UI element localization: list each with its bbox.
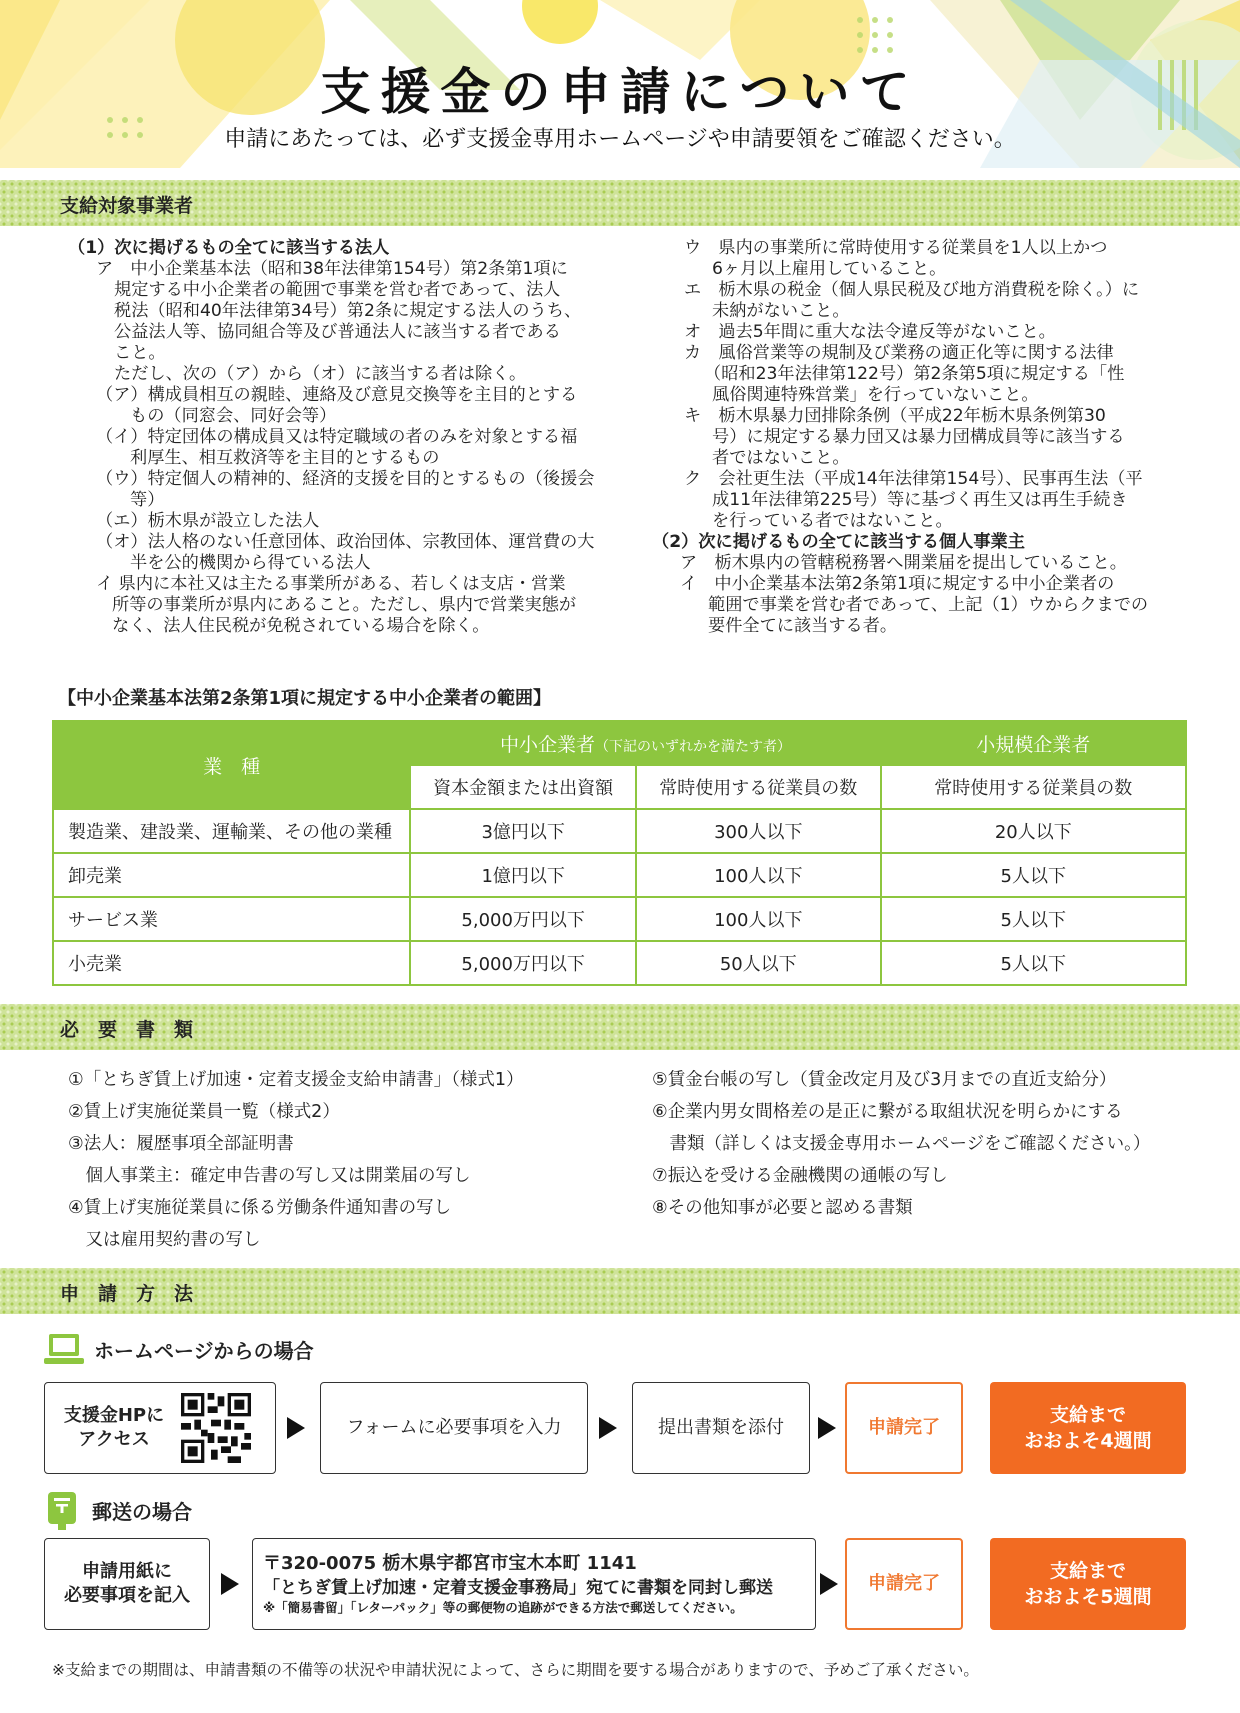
mail-heading-label: 郵送の場合 [92,1499,192,1524]
step-attach-docs: 提出書類を添付 [632,1382,810,1474]
list-item: （エ）栃木県が設立した法人 [96,511,320,531]
flow-arrow-icon [820,1573,838,1595]
sme-scale-table [52,720,1187,986]
list-item: ⑧その他知事が必要と認める書類 [652,1198,913,1218]
cell-capital: 1億円以下 [410,853,636,897]
list-item: ③法人：履歴事項全部証明書 [68,1134,294,1154]
header-banner [0,0,1240,168]
cell-capital: 5,000万円以下 [410,941,636,985]
table-title: 【中小企業基本法第2条第1項に規定する中小企業者の範囲】 [58,688,552,709]
header-small: 小規模企業者 [881,721,1186,765]
list-item: キ 栃木県暴力団排除条例（平成22年栃木県条例第30 [684,406,1106,426]
list-item: ⑦振込を受ける金融機関の通帳の写し [652,1166,948,1186]
header-sme-note: （下記のいずれかを満たす者） [594,738,791,755]
list-item: 半を公的機関から得ている法人 [130,553,371,573]
mail-send-note: ※「簡易書留」「レターパック」等の郵便物の追跡ができる方法で郵送してください。 [263,1600,743,1615]
list-item: 6ヶ月以上雇用していること。 [712,259,947,279]
section-title-documents: 必 要 書 類 [60,1019,194,1041]
list-item: （オ）法人格のない任意団体、政治団体、宗教団体、運営費の大 [96,532,595,552]
qr-code-icon [181,1393,251,1463]
list-item: 要件全てに該当する者。 [708,616,898,636]
list-item: 等） [130,490,165,510]
list-item: 又は雇用契約書の写し [68,1230,261,1250]
list-item: オ 過去5年間に重大な法令違反等がないこと。 [684,322,1056,342]
list-item: 利厚生、相互救済等を主目的とするもの [130,448,440,468]
cell-capital: 3億円以下 [410,809,636,853]
list-item: ②賃上げ実施従業員一覧（様式2） [68,1102,340,1122]
online-heading-label: ホームページからの場合 [94,1338,314,1363]
list-item: 範囲で事業を営む者であって、上記（1）ウからクまでの [708,595,1149,615]
eligible-left-column [68,238,648,637]
list-item: （ア）構成員相互の親睦、連絡及び意見交換等を主目的とする [96,385,578,405]
table-row [53,809,1186,853]
list-item: （昭和23年法律第122号）第2条第5項に規定する「性 [704,364,1125,384]
list-item: カ 風俗営業等の規制及び業務の適正化等に関する法律 [684,343,1114,363]
list-item: 税法（昭和40年法律第34号）第2条に規定する法人のうち、 [114,301,582,321]
flow-arrow-icon [818,1417,836,1439]
flow-arrow-icon [287,1417,305,1439]
list-item: 未納がないこと。 [712,301,850,321]
step-access-hp [44,1382,276,1474]
header-employees: 常時使用する従業員の数 [636,765,881,809]
cell-small: 5人以下 [881,941,1186,985]
online-heading [44,1332,314,1366]
list-item: を行っている者ではないこと。 [712,511,953,531]
table-row [53,897,1186,941]
header-industry: 業 種 [53,721,410,809]
cell-small: 20人以下 [881,809,1186,853]
list-item: ④賃上げ実施従業員に係る労働条件通知書の写し [68,1198,452,1218]
list-item: イ 県内に本社又は主たる事業所がある、若しくは支店・営業 [96,574,566,594]
flow-arrow-icon [599,1417,617,1439]
eligible-right-column [652,238,1192,637]
cell-industry: サービス業 [53,897,410,941]
section-title-eligible: 支給対象事業者 [60,195,194,217]
list-item: 者ではないこと。 [712,448,850,468]
list-item: （イ）特定団体の構成員又は特定職域の者のみを対象とする福 [96,427,578,447]
cell-employees: 300人以下 [636,809,881,853]
section-title-method: 申 請 方 法 [60,1283,194,1305]
cell-capital: 5,000万円以下 [410,897,636,941]
list-item: 成11年法律第225号）等に基づく再生又は再生手続き [712,490,1128,510]
cell-industry: 卸売業 [53,853,410,897]
list-item: 公益法人等、協同組合等及び普通法人に該当する者である [114,322,561,342]
period-online: 支給まで おおよそ4週間 [990,1382,1186,1474]
cell-industry: 製造業、建設業、運輸業、その他の業種 [53,809,410,853]
header-employees-small: 常時使用する従業員の数 [881,765,1186,809]
cell-employees: 100人以下 [636,853,881,897]
list-item: （2）次に掲げるもの全てに該当する個人事業主 [652,532,1025,552]
page-subtitle: 申請にあたっては、必ず支援金専用ホームページや申請要領をご確認ください。 [224,127,1016,152]
step-complete: 申請完了 [845,1538,963,1630]
list-item: ①「とちぎ賃上げ加速・定着支援金支給申請書」（様式1） [68,1070,524,1090]
list-item: （1）次に掲げるもの全てに該当する法人 [68,238,390,258]
list-item: 風俗関連特殊営業」を行っていないこと。 [712,385,1039,405]
list-item: ク 会社更生法（平成14年法律第154号）、民事再生法（平 [684,469,1143,489]
header-sme [410,721,880,765]
cell-employees: 100人以下 [636,897,881,941]
list-item: ウ 県内の事業所に常時使用する従業員を1人以上かつ [684,238,1108,258]
footnote: ※支給までの期間は、申請書類の不備等の状況や申請状況によって、さらに期間を要する場合がありますので、予めご了承ください。 [52,1661,979,1679]
documents-right-list [652,1064,1150,1224]
list-item: こと。 [114,343,166,363]
list-item: 所等の事業所が県内にあること。ただし、県内で営業実態が [112,595,577,615]
list-item: 規定する中小企業者の範囲で事業を営む者であって、法人 [114,280,561,300]
header-capital: 資本金額または出資額 [410,765,636,809]
step-mail-address [252,1538,816,1630]
mail-heading [44,1490,192,1530]
step-input-form: フォームに必要事項を入力 [320,1382,588,1474]
table-row [53,941,1186,985]
list-item: ただし、次の（ア）から（オ）に該当する者は除く。 [114,364,527,384]
post-box-icon [44,1490,80,1530]
table-row [53,853,1186,897]
list-item: なく、法人住民税が免税されている場合を除く。 [112,616,490,636]
list-item: 号）に規定する暴力団又は暴力団構成員等に該当する [712,427,1125,447]
period-mail: 支給まで おおよそ5週間 [990,1538,1186,1630]
cell-employees: 50人以下 [636,941,881,985]
section-band-method [0,1268,1240,1314]
header-sme-label: 中小企業者 [499,733,595,756]
list-item: ⑤賃金台帳の写し（賃金改定月及び3月までの直近支給分） [652,1070,1117,1090]
list-item: ⑥企業内男女間格差の是正に繋がる取組状況を明らかにする [652,1102,1123,1122]
page-title: 支援金の申請について [320,63,920,121]
cell-small: 5人以下 [881,853,1186,897]
list-item: ア 中小企業基本法（昭和38年法律第154号）第2条第1項に [96,259,568,279]
documents-left-list [68,1064,524,1256]
mail-send-instruction: 「とちぎ賃上げ加速・定着支援金事務局」宛てに書類を同封し郵送 [263,1578,773,1598]
list-item: もの（同窓会、同好会等） [130,406,337,426]
cell-small: 5人以下 [881,897,1186,941]
list-item: 個人事業主：確定申告書の写し又は開業届の写し [68,1166,471,1186]
cell-industry: 小売業 [53,941,410,985]
step-complete: 申請完了 [845,1382,963,1474]
section-band-documents [0,1004,1240,1050]
list-item: 書類（詳しくは支援金専用ホームページをご確認ください。） [652,1134,1151,1154]
flow-arrow-icon [221,1573,239,1595]
section-band-eligible [0,180,1240,226]
list-item: エ 栃木県の税金（個人県民税及び地方消費税を除く。）に [684,280,1140,300]
list-item: ア 栃木県内の管轄税務署へ開業届を提出していること。 [680,553,1127,573]
list-item: （ウ）特定個人の精神的、経済的支援を目的とするもの（後援会 [96,469,595,489]
step-access-label: 支援金HPに アクセス [63,1405,165,1450]
computer-icon [44,1332,84,1366]
list-item: イ 中小企業基本法第2条第1項に規定する中小企業者の [680,574,1115,594]
mail-address: 〒320-0075 栃木県宇都宮市宝木本町 1141 [263,1553,637,1574]
step-fill-form: 申請用紙に 必要事項を記入 [44,1538,210,1630]
